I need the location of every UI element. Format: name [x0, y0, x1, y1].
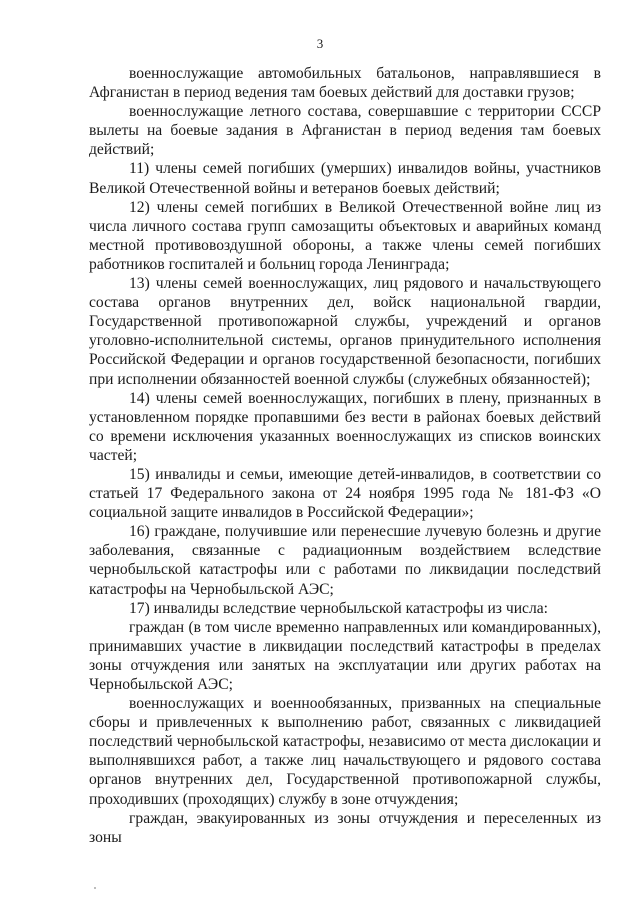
paragraph-item-13: 13) члены семей военнослужащих, лиц рядового и начальствующего состава органов внутренних дел, войск национальной гвардии, Государственной противопожарной службы, учреждений и органов уголовно-исполнительной системы, органов принудительного исполнения Российской Федерации и органов государственной безопасности, погибших при исполнении обязанностей военной службы (служебных обязанностей); [89, 275, 601, 388]
paragraph-item-14: 14) члены семей военнослужащих, погибших в плену, признанных в установленном порядке пропавшими без вести в районах боевых действий со времени исключения указанных военнослужащих из списков воинских частей; [89, 389, 601, 464]
document-body [89, 64, 601, 847]
paragraph-item-17: 17) инвалиды вследствие чернобыльской катастрофы из числа: [129, 599, 548, 617]
paragraph-item-16: 16) граждане, получившие или перенесшие лучевую болезнь и другие заболевания, связанные с радиационным воздействием вследствие чернобыльской катастрофы или с работами по ликвидации последствий катастрофы на Чернобыльской АЭС; [89, 523, 601, 598]
paragraph-military-reservists: военнослужащих и военнообязанных, призванных на специальные сборы и привлеченных к выполнению работ, связанных с ликвидацией последствий чернобыльской катастрофы, независимо от места дислокации и выполнявшихся работ, а также лиц начальствующего и рядового состава органов внутренних дел, Государственной противопожарной службы, проходивших (проходящих) службу в зоне отчуждения; [89, 695, 601, 808]
paragraph-evacuated-citizens: граждан, эвакуированных из зоны отчуждения и переселенных из зоны [89, 809, 601, 846]
paragraph-item-15: 15) инвалиды и семьи, имеющие детей-инвалидов, в соответствии со статьей 17 Федерального закона от 24 ноября 1995 года № 181-ФЗ «О социальной защите инвалидов в Российской Федерации»; [89, 465, 601, 522]
paragraph-flight-crew: военнослужащие летного состава, совершавшие с территории СССР вылеты на боевые задания в Афганистан в период ведения там боевых действий; [89, 103, 601, 159]
paragraph-citizens-liquidation: граждан (в том числе временно направленных или командированных), принимавших участие в ликвидации последствий катастрофы в пределах зоны отчуждения или занятых на эксплуатации или других работах на Чернобыльской АЭС; [89, 618, 601, 693]
paragraph-item-11: 11) члены семей погибших (умерших) инвалидов войны, участников Великой Отечественной войны и ветеранов боевых действий; [89, 160, 601, 197]
paragraph-automobile-battalions: военнослужащие автомобильных батальонов, направлявшиеся в Афганистан в период ведения там боевых действий для доставки грузов; [89, 65, 601, 102]
scan-mark [94, 887, 96, 889]
page-number: 3 [316, 36, 324, 51]
paragraph-item-12: 12) члены семей погибших в Великой Отечественной войне лиц из числа личного состава групп самозащиты объектовых и аварийных команд местной противовоздушной обороны, а также члены семей погибших работников госпиталей и больниц города Ленинграда; [89, 198, 601, 273]
